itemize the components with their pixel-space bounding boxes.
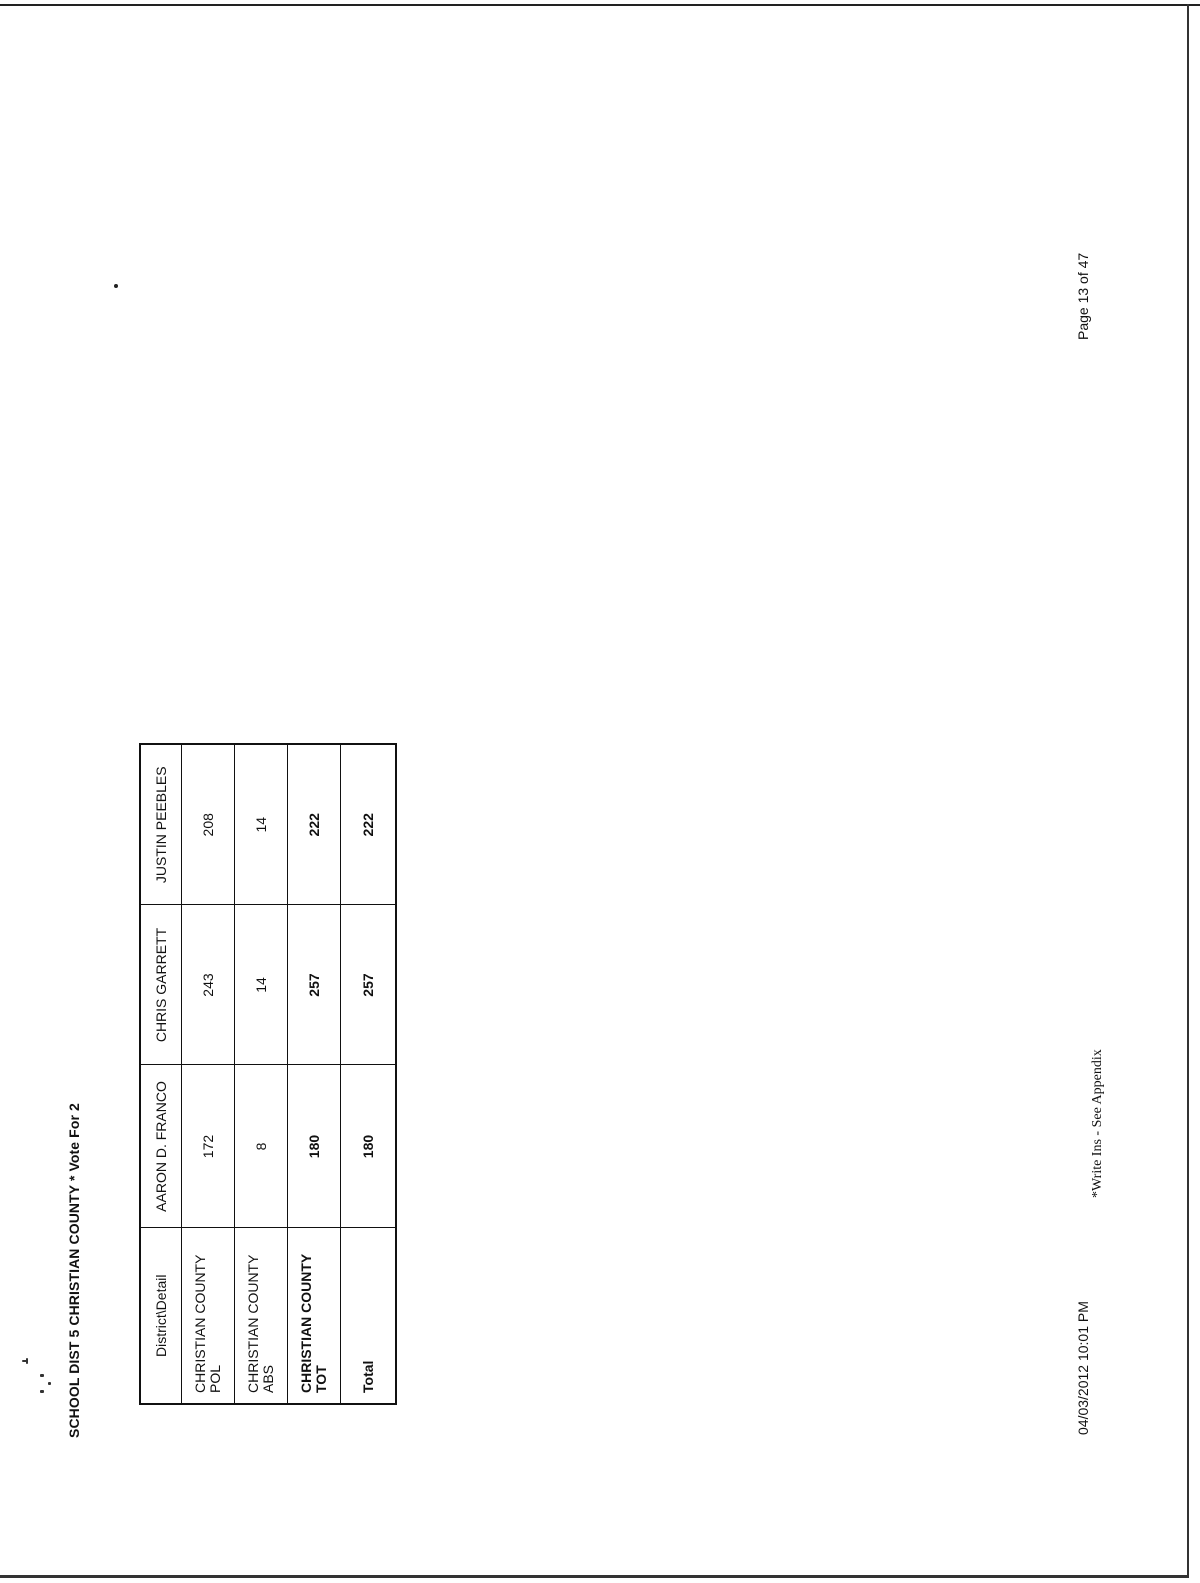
page-number: Page 13 of 47 [1075, 252, 1091, 340]
vote-cell: 257 [288, 905, 341, 1065]
corner-header: District\Detail [140, 1228, 182, 1404]
scan-right-edge [1187, 4, 1189, 1576]
vote-cell: 180 [288, 1065, 341, 1228]
vote-cell: 172 [182, 1065, 235, 1228]
scan-top-edge [0, 4, 1200, 6]
page-content-rotated [0, 40, 1150, 1500]
vote-cell: 14 [235, 905, 288, 1065]
row-label: CHRISTIAN COUNTY ABS [235, 1228, 288, 1404]
vote-cell: 14 [235, 744, 288, 905]
table-row-total [341, 744, 397, 1404]
scan-bottom-edge [0, 1575, 1189, 1578]
report-timestamp: 04/03/2012 10:01 PM [1075, 1301, 1091, 1435]
column-header: JUSTIN PEEBLES [140, 744, 182, 905]
write-ins-footnote: *Write Ins - See Appendix [1090, 1049, 1105, 1198]
table-row [182, 744, 235, 1404]
table-header-row [140, 744, 182, 1404]
vote-cell: 208 [182, 744, 235, 905]
vote-cell: 243 [182, 905, 235, 1065]
table-row [235, 744, 288, 1404]
vote-cell: 257 [341, 905, 397, 1065]
table-row [288, 744, 341, 1404]
column-header: CHRIS GARRETT [140, 905, 182, 1065]
row-label: CHRISTIAN COUNTY POL [182, 1228, 235, 1404]
page-title: SCHOOL DIST 5 CHRISTIAN COUNTY * Vote For 2 [66, 1103, 82, 1438]
vote-cell: 180 [341, 1065, 397, 1228]
results-table [139, 743, 397, 1405]
row-label: Total [341, 1228, 397, 1404]
column-header: AARON D. FRANCO [140, 1065, 182, 1228]
row-label: CHRISTIAN COUNTY TOT [288, 1228, 341, 1404]
vote-cell: 8 [235, 1065, 288, 1228]
vote-cell: 222 [288, 744, 341, 905]
vote-cell: 222 [341, 744, 397, 905]
